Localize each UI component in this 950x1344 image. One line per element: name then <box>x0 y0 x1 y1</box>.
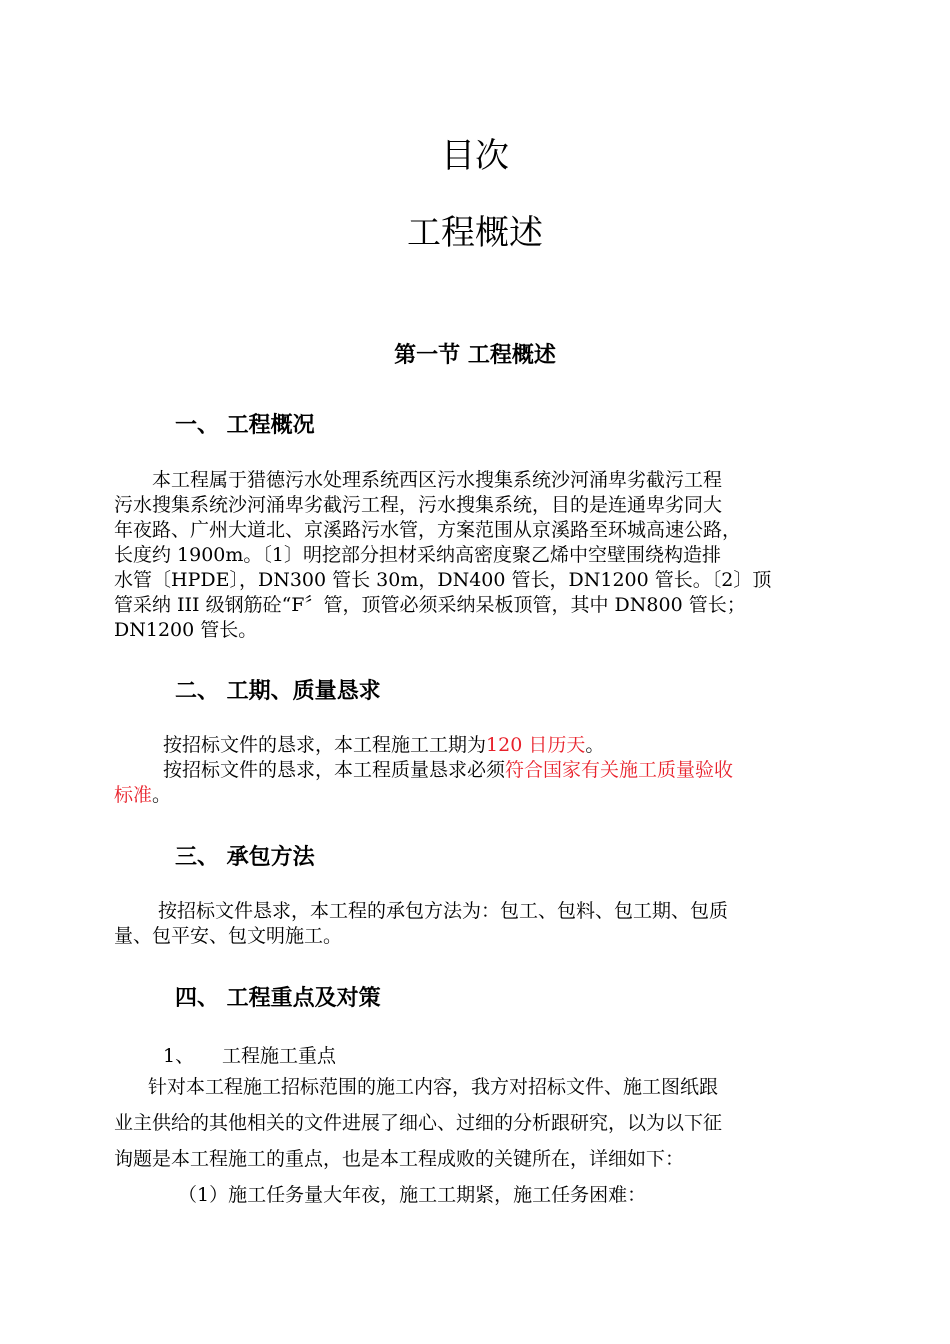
overview-line: 年夜路、广州大道北、京溪路污水管，方案范围从京溪路至环城高速公路， <box>114 519 742 541</box>
heading-key-points: 四、 工程重点及对策 <box>175 986 381 1011</box>
contract-line: 量、包平安、包文明施工。 <box>114 925 343 947</box>
heading-contract-method: 三、 承包方法 <box>175 845 315 870</box>
key-points-line: 业主供给的其他相关的文件进展了细心、过细的分析跟研究，以为以下征 <box>114 1112 723 1134</box>
overview-line: 管采纳 III 级钢筋砼“F〞管，顶管必须采纳呆板顶管，其中 DN800 管长； <box>114 594 746 616</box>
overview-line: DN1200 管长。 <box>114 619 258 641</box>
key-points-line: 针对本工程施工招标范围的施工内容，我方对招标文件、施工图纸跟 <box>148 1076 719 1098</box>
quality-punct: 。 <box>152 784 172 806</box>
overview-paragraph <box>114 468 771 643</box>
key-points-subitem: （1）施工任务量大年夜，施工工期紧，施工任务困难： <box>178 1184 647 1206</box>
overview-line: 本工程属于猎德污水处理系统西区污水搜集系统沙河涌卑劣截污工程 <box>114 469 723 491</box>
quality-line <box>163 758 733 783</box>
overview-line: 污水搜集系统沙河涌卑劣截污工程，污水搜集系统，目的是连通卑劣同大 <box>114 494 723 516</box>
schedule-text: 按招标文件的恳求，本工程施工工期为 <box>163 734 487 756</box>
quality-standard-b: 标准 <box>114 784 153 806</box>
key-points-line: 询题是本工程施工的重点，也是本工程成败的关键所在，详细如下： <box>114 1148 685 1170</box>
quality-text: 按招标文件的恳求，本工程质量恳求必须 <box>163 759 506 781</box>
heading-project-overview: 一、 工程概况 <box>175 413 315 438</box>
schedule-line <box>163 733 604 758</box>
overview-line: 水管〔HPDE〕，DN300 管长 30m，DN400 管长，DN1200 管长。〔2〕顶 <box>114 569 772 591</box>
heading-schedule-quality: 二、 工期、质量恳求 <box>175 679 381 704</box>
key-item-label: 工程施工重点 <box>222 1045 337 1067</box>
schedule-punct: 。 <box>585 734 605 756</box>
section-title: 第一节 工程概述 <box>394 343 556 368</box>
key-item-number: 1、 <box>163 1045 195 1067</box>
document-title: 目次 <box>441 136 509 176</box>
quality-standard-a: 符合国家有关施工质量验收 <box>505 759 734 781</box>
schedule-days: 120 日历天 <box>486 734 586 756</box>
contract-line: 按招标文件恳求，本工程的承包方法为：包工、包料、包工期、包质 <box>158 900 729 922</box>
chapter-title: 工程概述 <box>407 213 543 253</box>
quality-line-cont <box>114 783 171 808</box>
overview-line: 长度约 1900m。〔1〕明挖部分担材采纳高密度聚乙烯中空壁围绕构造排 <box>114 544 721 566</box>
